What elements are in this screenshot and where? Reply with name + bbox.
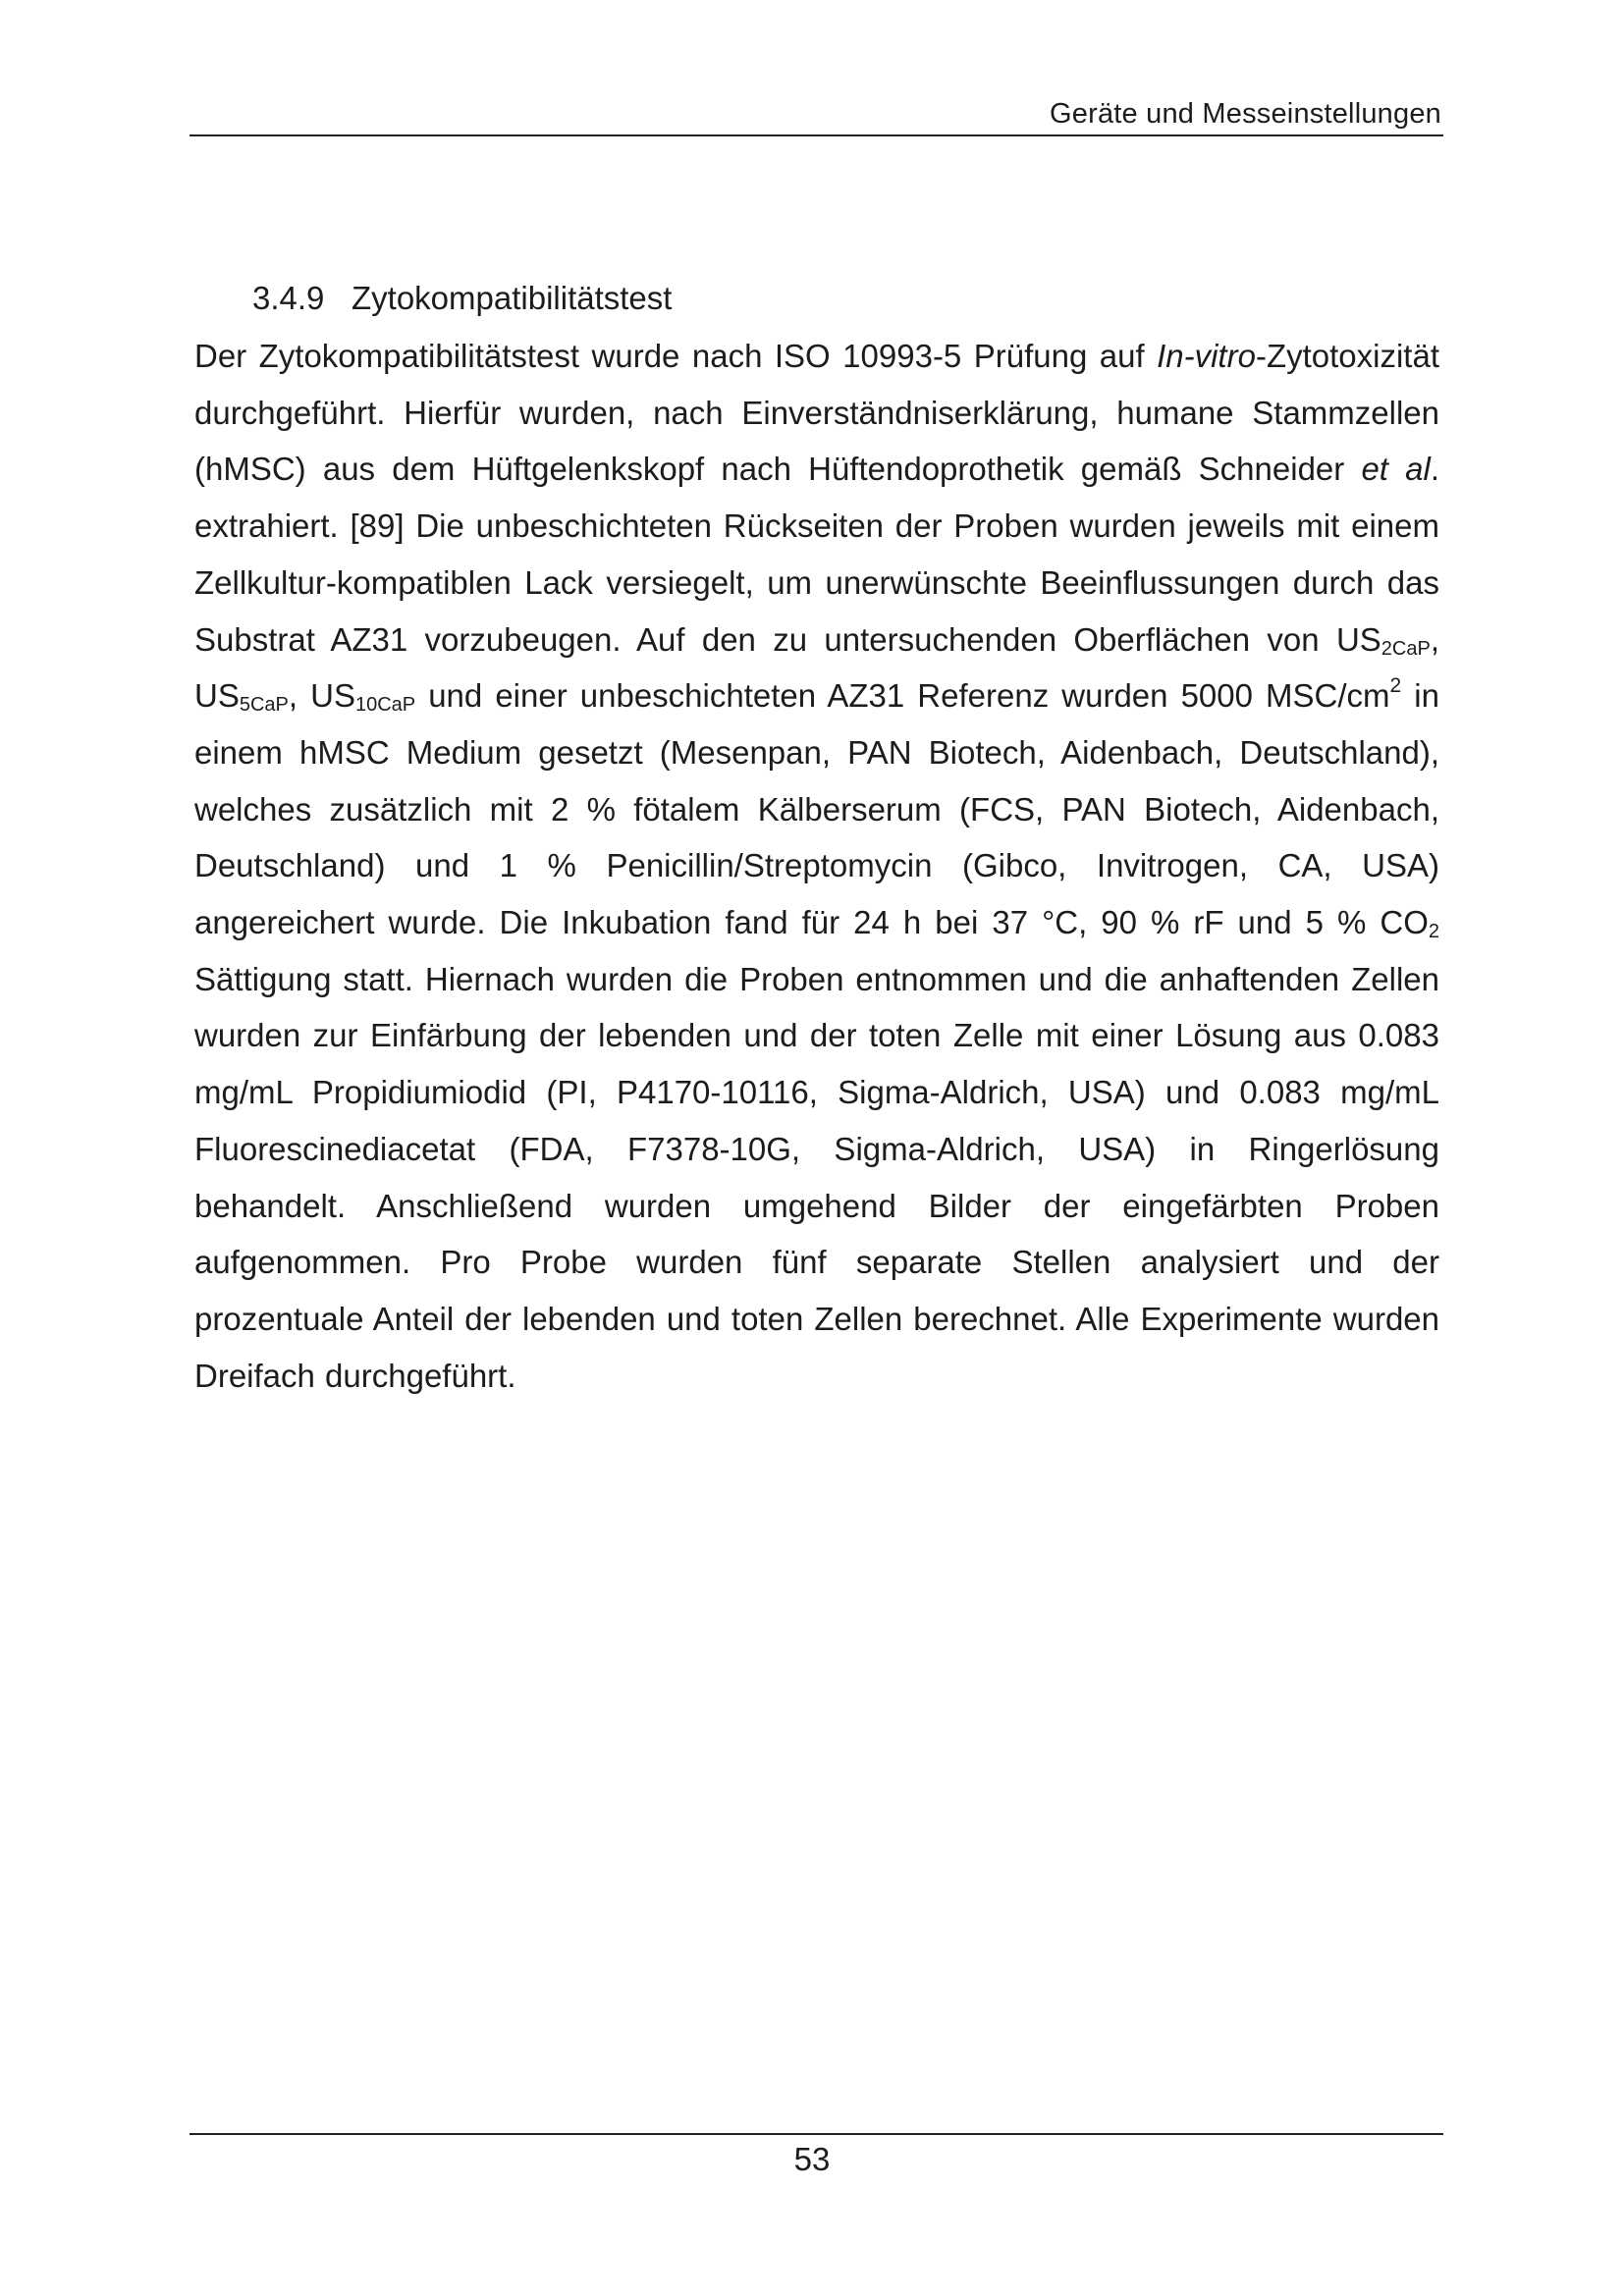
text-run: und einer unbeschichteten AZ31 Referenz wurden 5000 MSC/cm bbox=[415, 677, 1390, 715]
section-number: 3.4.9 bbox=[252, 280, 325, 316]
body-paragraph bbox=[194, 328, 1439, 1404]
subscript: 2CaP bbox=[1380, 637, 1431, 660]
section-heading bbox=[252, 279, 672, 318]
text-run: , US bbox=[194, 620, 1439, 715]
italic-term: In-vitro bbox=[1157, 338, 1256, 374]
footer-divider bbox=[189, 2133, 1443, 2135]
page-number: 53 bbox=[793, 2141, 831, 2177]
italic-term: et al bbox=[1361, 451, 1431, 488]
text-run: Der Zytokompatibilitätstest wurde nach ISO 10993-5 Prüfung auf bbox=[194, 338, 1158, 374]
text-run: -Zytotoxizität durchgeführt. Hierfür wurden, nach Einverständniserklärung, humane Stammzellen (hMSC) aus dem Hüftgelenkskopf nach Hüftendoprothetik gemäß Schneider bbox=[194, 338, 1439, 488]
text-run: Sättigung statt. Hiernach wurden die Proben entnommen und die anhaftenden Zellen wurden zur Einfärbung der lebenden und der toten Zelle mit einer Lösung aus 0.083 mg/mL Propidiumiodid (PI, P4170-10116, Sigma-Aldrich, USA) und 0.083 mg/mL Fluorescinediacetat (FDA, F7378-10G, Sigma-Aldrich, USA) in Ringerlösung behandelt. Anschließend wurden umgehend Bilder der eingefärbten Proben aufgenommen. Pro Probe wurden fünf separate Stellen analysiert und der prozentuale Anteil der lebenden und toten Zellen berechnet. Alle Experimente wurden Dreifach durchgeführt. bbox=[194, 960, 1439, 1394]
superscript: 2 bbox=[1389, 674, 1402, 698]
text-run: . extrahiert. [89] Die unbeschichteten Rückseiten der Proben wurden jeweils mit einem Zellkultur-kompatiblen Lack versiegelt, um unerwünschte Beeinflussungen durch das Substrat AZ31 vorzubeugen. Auf den zu untersuchenden Oberflächen von US bbox=[194, 451, 1440, 658]
subscript: 10CaP bbox=[354, 694, 416, 717]
section-title: Zytokompatibilitätstest bbox=[352, 280, 673, 316]
subscript: 2 bbox=[1428, 921, 1439, 943]
text-run: , US bbox=[288, 677, 355, 715]
paragraph-text bbox=[194, 328, 1439, 1404]
running-header: Geräte und Messeinstellungen bbox=[1050, 98, 1441, 130]
text-run: in einem hMSC Medium gesetzt (Mesenpan, PAN Biotech, Aidenbach, Deutschland), welches zusätzlich mit 2 % fötalem Kälberserum (FCS, PAN Biotech, Aidenbach, Deutschland) und 1 % Penicillin/Streptomycin (Gibco, Invitrogen, CA, USA) angereichert wurde. Die Inkubation fand für 24 h bei 37 °C, 90 % rF und 5 % CO bbox=[194, 677, 1439, 941]
header-divider bbox=[189, 134, 1443, 136]
subscript: 5CaP bbox=[239, 694, 289, 717]
